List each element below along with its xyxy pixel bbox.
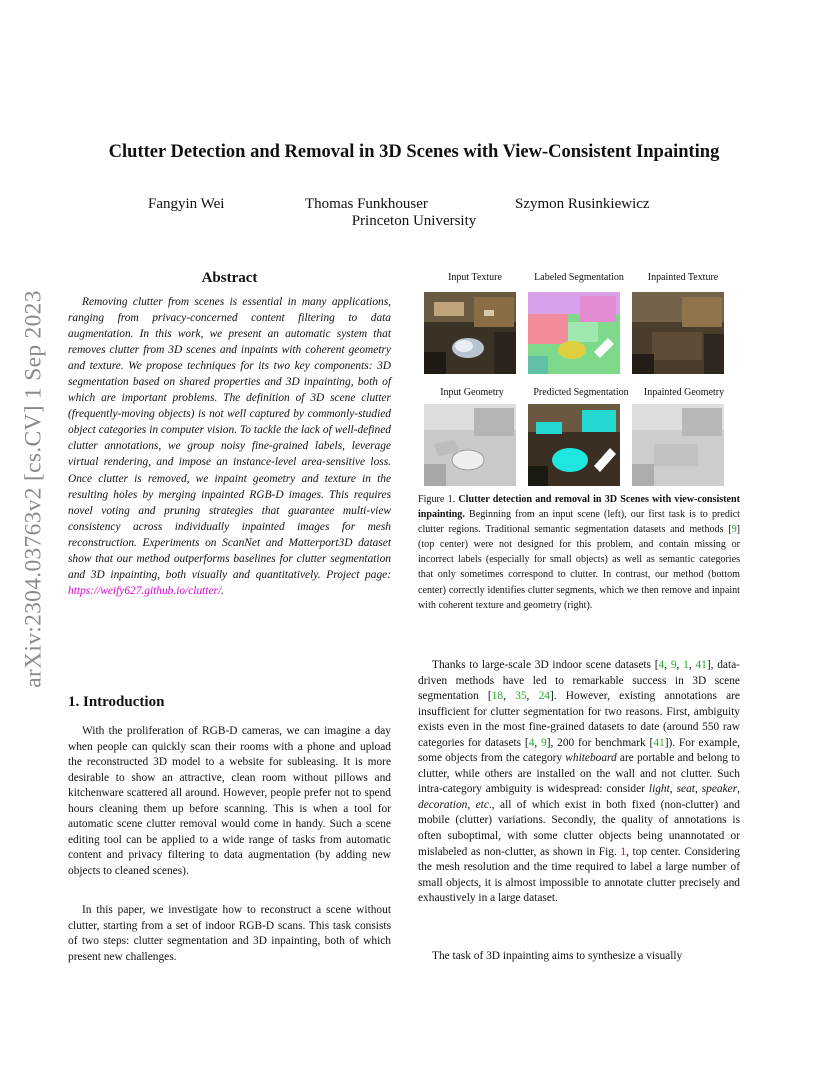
label-labeled-segmentation: Labeled Segmentation <box>534 272 624 283</box>
intro-paragraph-2: In this paper, we investigate how to reconstruct a scene without clutter, starting from a set of indoor RGB-D scans. This task consists of two steps: clutter segmentation and 3D inpainting, both of which present new challenges. <box>68 904 391 963</box>
intro-paragraph-1: With the proliferation of RGB-D cameras, we can imagine a day when people can quickly scan their rooms with a phone and upload the reconstructed 3D model to a website for subleasing. It is more desirable to show an attractive, clean room without pillows and kitchenware scattered all around. However, people prefer not to spend hours cleaning them up before scanning. This is when a tool for automatic scene clutter removal would come in handy. Such a scene editing tool can be applied to a wide range of tasks from automatic content and privacy filtering to data augmentation (by adding new objects to cleaned scenes). <box>68 725 391 877</box>
arxiv-stamp: arXiv:2304.03763v2 [cs.CV] 1 Sep 2023 <box>20 290 47 688</box>
introduction-heading: 1. Introduction <box>68 694 165 710</box>
label-input-geometry: Input Geometry <box>440 387 504 398</box>
abstract-text: Removing clutter from scenes is essential in many applications, ranging from privacy-concerned content filtering to data augmentation. In this work, we present an automatic system that removes clutter from 3D scenes and inpaints with coherent geometry and texture. We propose techniques for its two key components: 3D segmentation based on shared properties and 3D inpainting, both of which are important problems. The definition of 3D scene clutter (frequently-moving objects) is not well captured by commonly-studied object categories in computer vision. To tackle the lack of well-defined clutter annotations, we group noisy fine-grained labels, leverage virtual rendering, and impose an instance-level area-sensitive loss. Once clutter is removed, we inpaint geometry and texture in the resulting holes by merging inpainted RGB-D images. This requires novel voting and pruning strategies that guarantee multi-view consistency across individually inpainted images for mesh reconstruction. Experiments on ScanNet and Matterport3D dataset show that our method outperforms baselines for clutter segmentation and 3D inpainting, both visually and quantitatively. Project page: https://weify627.github.io/clutter/. <box>68 296 391 597</box>
label-input-texture: Input Texture <box>448 272 502 283</box>
input-geometry-image <box>424 404 516 486</box>
paper-title: Clutter Detection and Removal in 3D Scenes with View-Consistent Inpainting <box>108 142 720 162</box>
predicted-segmentation-image <box>528 404 620 486</box>
author-2: Thomas Funkhouser <box>305 196 428 212</box>
inpainted-geometry-image <box>632 404 724 486</box>
label-predicted-segmentation: Predicted Segmentation <box>533 387 629 398</box>
label-inpainted-geometry: Inpainted Geometry <box>643 387 725 398</box>
project-page-link[interactable]: https://weify627.github.io/clutter/ <box>68 584 222 597</box>
abstract-heading: Abstract <box>201 270 258 286</box>
figure-1-caption: Figure 1. Clutter detection and removal in 3D Scenes with view-consistent inpainting. Beginning from an input scene (left), our first task is to predict clutter regions. Traditional semantic segmentation datasets and methods [9] (top center) were not designed for this problem, and contain missing or incorrect labels (especially for small objects) as well as semantic categories that only sometimes correspond to clutter. In contrast, our method (bottom center) correctly identifies clutter segments, which we then remove and inpaint with coherent texture and geometry (right). <box>418 494 740 611</box>
author-1: Fangyin Wei <box>148 196 225 212</box>
right-paragraph-2: The task of 3D inpainting aims to synthesize a visually <box>432 950 683 962</box>
labeled-segmentation-image <box>528 292 620 374</box>
inpainted-texture-image <box>632 292 724 374</box>
figure-1 <box>418 272 740 492</box>
author-3: Szymon Rusinkiewicz <box>515 196 650 212</box>
affiliation: Princeton University <box>351 213 477 229</box>
label-inpainted-texture: Inpainted Texture <box>647 272 719 283</box>
input-texture-image <box>424 292 516 374</box>
right-paragraph-1: Thanks to large-scale 3D indoor scene datasets [4, 9, 1, 41], data-driven methods have led to remarkable success in 3D scene segmentation [18, 35, 24]. However, existing annotations are insufficient for clutter segmentation for two reasons. First, ambiguity exists even in the most fine-grained datasets to date (around 550 raw categories for datasets [4, 9], 200 for benchmark [41]). For example, some objects from the category whiteboard are portable and belong to clutter, while others are installed on the wall and not clutter. Such intra-category ambiguity is widespread: consider light, seat, speaker, decoration, etc., all of which exist in both fixed (non-clutter) and mobile (clutter) variations. Secondly, the quality of annotations is often suboptimal, with some clutter objects being unannotated or mislabeled as non-clutter, as shown in Fig. 1, top center. Considering the mesh resolution and the time required to label a large number of small objects, it is almost impossible to annotate clutter precisely and exhaustively in a large dataset. <box>418 659 741 905</box>
